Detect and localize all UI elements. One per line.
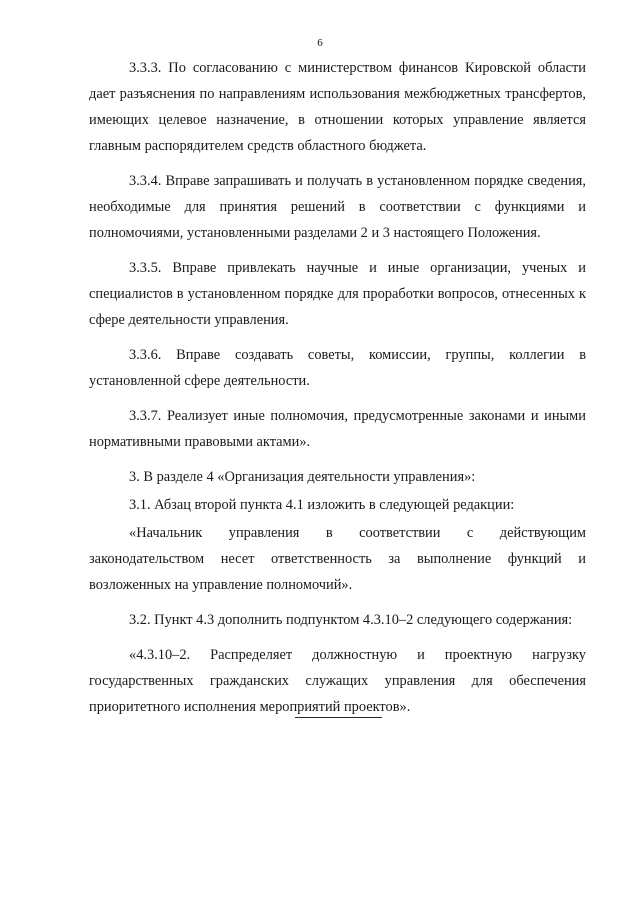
paragraph-3-3-3: 3.3.3. По согласованию с министерством финансов Кировской области дает разъяснения по направлениям использования межбюджетных трансфертов, имеющих целевое назначение, в отношении которых управление является главным распорядителем средств областного бюджета. <box>89 60 586 154</box>
paragraph-3-1: 3.1. Абзац второй пункта 4.1 изложить в следующей редакции: <box>129 497 515 513</box>
paragraph-3-3-7: 3.3.7. Реализует иные полномочия, предусмотренные законами и иными нормативными правовыми актами». <box>89 408 586 450</box>
paragraph-section-3: 3. В разделе 4 «Организация деятельности управления»: <box>129 469 476 485</box>
paragraph-3-3-5: 3.3.5. Вправе привлекать научные и иные организации, ученых и специалистов в установленном порядке для проработки вопросов, отнесенных к сфере деятельности управления. <box>89 260 586 328</box>
paragraph-3-3-6: 3.3.6. Вправе создавать советы, комиссии, группы, коллегии в установленной сфере деятельности. <box>89 347 586 389</box>
page-number: 6 <box>317 37 323 49</box>
document-body <box>89 55 586 722</box>
paragraph-quote-4-1: «Начальник управления в соответствии с действующим законодательством несет ответственность за выполнение функций и возложенных на управление полномочий». <box>89 525 586 593</box>
paragraph-3-3-4: 3.3.4. Вправе запрашивать и получать в установленном порядке сведения, необходимые для принятия решений в соответствии с функциями и полномочиями, установленными разделами 2 и 3 настоящего Положения. <box>89 173 586 241</box>
paragraph-quote-4-3-10-2: «4.3.10–2. Распределяет должностную и проектную нагрузку государственных гражданских служащих управления для обеспечения приоритетного исполнения мероприятий проектов». <box>89 647 586 715</box>
closing-rule <box>295 717 382 718</box>
paragraph-3-2: 3.2. Пункт 4.3 дополнить подпунктом 4.3.10–2 следующего содержания: <box>129 612 573 628</box>
